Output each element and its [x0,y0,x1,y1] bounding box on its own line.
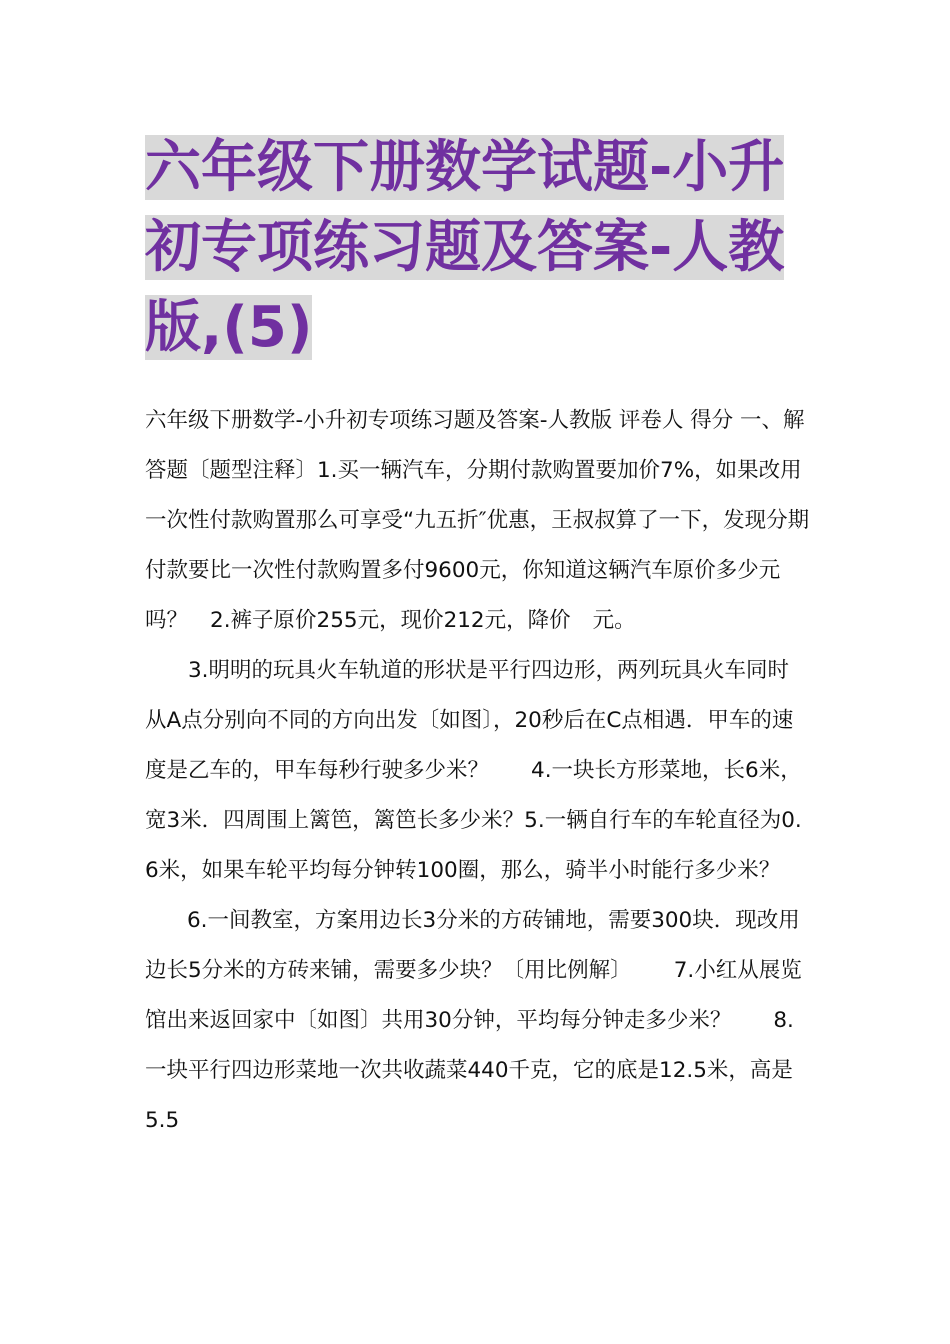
question-6: 6.一间教室，方案用边长3分米的方砖铺地，需要300块．现改用边长5分米的方砖来铺，需要多少块？〔用比例解〕 [145,908,800,983]
document-title [145,128,825,368]
question-1: 六年级下册数学-小升初专项练习题及答案-人教版 评卷人 得分 一、解答题〔题型注释〕1.买一辆汽车，分期付款购置要加价7%，如果改用一次性付款购置那么可享受“九五折″优惠，王叔叔算了一下，发现分期付款要比一次性付款购置多付9600元，你知道这辆汽车原价多少元吗？ [145,408,810,633]
document-body [145,396,810,1146]
body-paragraph-2 [145,646,810,1146]
question-2: 2.裤子原价255元，现价212元，降价 [210,608,571,633]
title-highlight: 六年级下册数学试题-小升初专项练习题及答案-人教版,(5) [145,135,785,360]
question-2-end: 元。 [592,608,636,633]
question-3: 3.明明的玩具火车轨道的形状是平行四边形，两列玩具火车同时从A点分别向不同的方向出发〔如图〕，20秒后在C点相遇．甲车的速度是乙车的，甲车每秒行驶多少米？ [145,658,794,783]
question-4-5: 4.一块长方形菜地，长6米，宽3米．四周围上篱笆，篱笆长多少米？5.一辆自行车的车轮直径为0.6米，如果车轮平均每分钟转100圈，那么，骑半小时能行多少米？ [145,758,802,883]
question-7: 7.小红从展览馆出来返回家中〔如图〕共用30分钟，平均每分钟走多少米？ [145,958,802,1033]
question-8: 8.一块平行四边形菜地一次共收蔬菜440千克，它的底是12.5米，高是5.5 [145,1008,794,1133]
body-paragraph-1 [145,396,810,646]
